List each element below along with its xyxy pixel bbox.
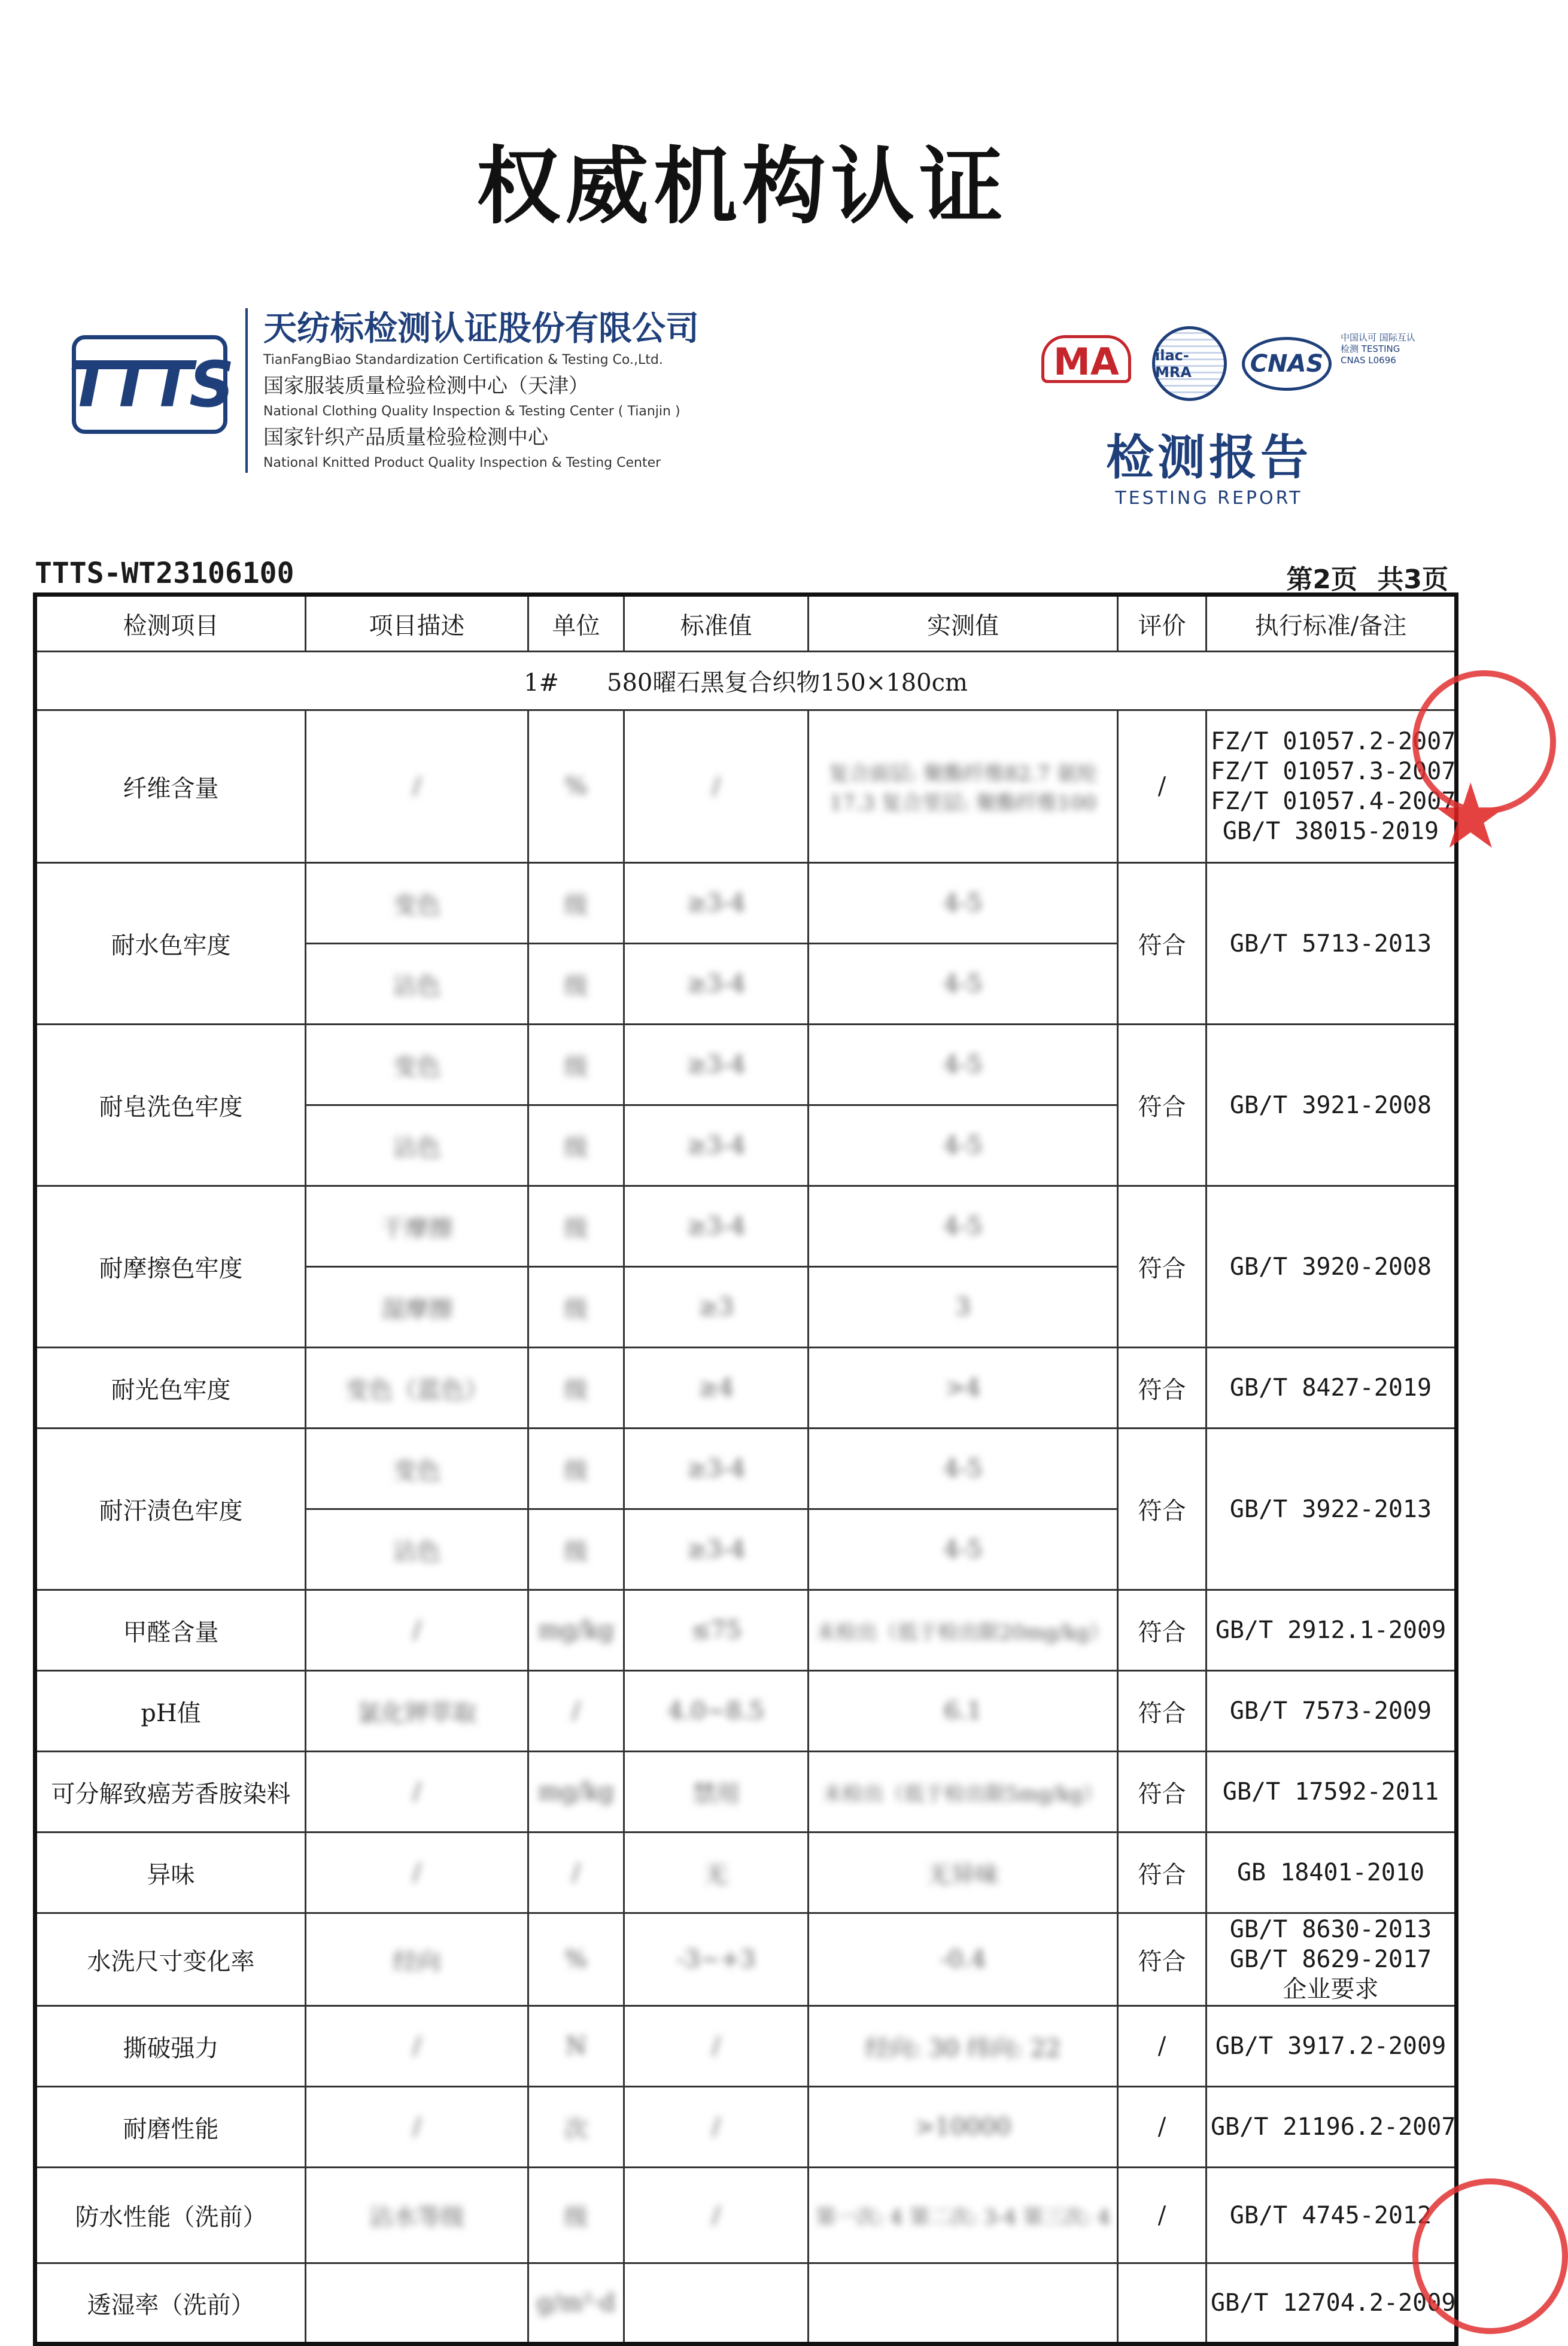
blurred-value: 4-5 xyxy=(943,1051,983,1078)
evaluation: 符合 xyxy=(1118,1348,1207,1429)
blurred-value: 禁用 xyxy=(692,1780,740,1808)
blurred-value: 级 xyxy=(564,1134,588,1162)
standard-value xyxy=(624,2087,809,2168)
ilac-mra-badge-icon: ilac-MRA xyxy=(1152,326,1227,401)
blurred-value: 变色（蓝色） xyxy=(345,1376,489,1404)
table-row xyxy=(35,1186,1457,1267)
standard-value xyxy=(624,1105,809,1186)
ttts-logo: TTTS xyxy=(72,335,227,434)
unit xyxy=(528,1833,624,1913)
blurred-value: % xyxy=(564,1946,588,1973)
blurred-value: 干摩擦 xyxy=(381,1214,453,1242)
standard-reference: GB/T 3920-2008 xyxy=(1207,1186,1457,1348)
blurred-value: 级 xyxy=(564,1537,588,1566)
blurred-value: 级 xyxy=(564,1214,588,1242)
standard-value xyxy=(624,1025,809,1105)
standard-reference: GB 18401-2010 xyxy=(1207,1833,1457,1913)
unit xyxy=(528,2087,624,2168)
blurred-value: 沾色 xyxy=(393,1134,441,1162)
column-header: 单位 xyxy=(528,595,624,652)
item-description xyxy=(306,1025,528,1105)
blurred-value: / xyxy=(412,773,421,800)
unit xyxy=(528,2168,624,2263)
blurred-value: / xyxy=(572,1859,581,1886)
table-row xyxy=(35,2087,1457,2168)
standard-value xyxy=(624,1429,809,1509)
standard-reference: FZ/T 01057.2-2007 FZ/T 01057.3-2007 FZ/T 01057.4-2007 GB/T 38015-2019 xyxy=(1207,710,1457,863)
org-name-en: TianFangBiao Standardization Certification & Testing Co.,Ltd. xyxy=(263,352,663,367)
measured-value xyxy=(809,2263,1118,2344)
unit xyxy=(528,1671,624,1752)
blurred-value: >10000 xyxy=(914,2113,1011,2141)
table-row xyxy=(35,863,1457,944)
standard-reference: GB/T 12704.2-2009 xyxy=(1207,2263,1457,2344)
column-header: 项目描述 xyxy=(306,595,528,652)
unit xyxy=(528,2263,624,2344)
standard-value xyxy=(624,2263,809,2344)
standard-value xyxy=(624,2006,809,2087)
test-item: 耐皂洗色牢度 xyxy=(35,1025,306,1186)
test-item: 异味 xyxy=(35,1833,306,1913)
unit xyxy=(528,1752,624,1833)
evaluation: 符合 xyxy=(1118,1186,1207,1348)
standard-reference: GB/T 7573-2009 xyxy=(1207,1671,1457,1752)
standard-value xyxy=(624,1267,809,1348)
unit xyxy=(528,1590,624,1671)
cnas-note: 中国认可 国际互认 检测 TESTING CNAS L0696 xyxy=(1341,332,1415,366)
report-number: TTTS-WT23106100 xyxy=(35,557,294,590)
blurred-value: 级 xyxy=(564,1295,588,1323)
blurred-value: 湿摩擦 xyxy=(381,1295,453,1323)
unit xyxy=(528,2006,624,2087)
evaluation xyxy=(1118,2263,1207,2344)
evaluation: 符合 xyxy=(1118,1025,1207,1186)
blurred-value: 6.1 xyxy=(944,1697,982,1725)
blurred-value: ≥3-4 xyxy=(686,1212,746,1240)
blurred-value: 经向: 30 纬向: 22 xyxy=(865,2034,1061,2062)
unit xyxy=(528,1429,624,1509)
blurred-value: / xyxy=(412,2113,421,2141)
standard-value xyxy=(624,2168,809,2263)
blurred-value: 级 xyxy=(564,1053,588,1081)
blurred-value: 变色 xyxy=(393,891,441,919)
item-description xyxy=(306,1429,528,1509)
item-description xyxy=(306,1267,528,1348)
measured-value xyxy=(809,710,1118,863)
sample-description: 1# 580曜石黑复合织物150×180cm xyxy=(35,652,1457,710)
column-header: 标准值 xyxy=(624,595,809,652)
table-row xyxy=(35,1590,1457,1671)
standard-value xyxy=(624,1833,809,1913)
measured-value xyxy=(809,2006,1118,2087)
test-item: pH值 xyxy=(35,1671,306,1752)
standard-reference: GB/T 3921-2008 xyxy=(1207,1025,1457,1186)
blurred-value: / xyxy=(412,2032,421,2060)
test-item: 水洗尺寸变化率 xyxy=(35,1913,306,2006)
accreditation-badges xyxy=(1041,326,1415,398)
table-row xyxy=(35,1833,1457,1913)
report-title-en: TESTING REPORT xyxy=(1115,488,1303,509)
blurred-value: / xyxy=(412,1616,421,1644)
item-description xyxy=(306,944,528,1025)
blurred-value: mg/kg xyxy=(538,1616,614,1644)
measured-value xyxy=(809,1913,1118,2006)
test-item: 防水性能（洗前） xyxy=(35,2168,306,2263)
center2-en: National Knitted Product Quality Inspection & Testing Center xyxy=(263,455,661,470)
measured-value xyxy=(809,1186,1118,1267)
table-row xyxy=(35,1025,1457,1105)
item-description xyxy=(306,1509,528,1590)
unit xyxy=(528,944,624,1025)
standard-reference: GB/T 17592-2011 xyxy=(1207,1752,1457,1833)
blurred-value: / xyxy=(712,773,721,800)
unit xyxy=(528,710,624,863)
standard-value xyxy=(624,863,809,944)
test-item: 纤维含量 xyxy=(35,710,306,863)
standard-value xyxy=(624,1752,809,1833)
blurred-value: ≥3-4 xyxy=(686,1132,746,1159)
blurred-value: mg/kg xyxy=(538,1778,614,1806)
blurred-value: 变色 xyxy=(393,1053,441,1081)
blurred-value: 4-5 xyxy=(943,889,983,917)
blurred-value: / xyxy=(572,1697,581,1725)
cnas-badge-icon: CNAS xyxy=(1242,337,1332,391)
item-description xyxy=(306,2263,528,2344)
blurred-value: N xyxy=(566,2032,587,2060)
measured-value xyxy=(809,1671,1118,1752)
blurred-value: 4-5 xyxy=(943,1536,983,1563)
standard-value xyxy=(624,1186,809,1267)
item-description xyxy=(306,1105,528,1186)
standard-reference: GB/T 8427-2019 xyxy=(1207,1348,1457,1429)
standard-reference: GB/T 3917.2-2009 xyxy=(1207,2006,1457,2087)
measured-value xyxy=(809,1348,1118,1429)
standard-reference: GB/T 21196.2-2007 xyxy=(1207,2087,1457,2168)
item-description xyxy=(306,1833,528,1913)
test-item: 耐水色牢度 xyxy=(35,863,306,1025)
standard-value xyxy=(624,1348,809,1429)
test-item: 甲醛含量 xyxy=(35,1590,306,1671)
blurred-value: 级 xyxy=(564,1457,588,1485)
cma-badge-icon: MA xyxy=(1041,335,1131,383)
standard-value xyxy=(624,1590,809,1671)
evaluation: 符合 xyxy=(1118,863,1207,1025)
standard-value xyxy=(624,1509,809,1590)
measured-value xyxy=(809,1267,1118,1348)
blurred-value: / xyxy=(412,1859,421,1886)
column-header: 执行标准/备注 xyxy=(1207,595,1457,652)
test-item: 耐汗渍色牢度 xyxy=(35,1429,306,1590)
blurred-value: 4.0~8.5 xyxy=(668,1697,764,1725)
evaluation: 符合 xyxy=(1118,1671,1207,1752)
measured-value xyxy=(809,2168,1118,2263)
star-icon: ★ xyxy=(1430,765,1511,869)
item-description xyxy=(306,1348,528,1429)
measured-value xyxy=(809,863,1118,944)
test-results-table xyxy=(33,592,1458,2346)
standard-reference: GB/T 3922-2013 xyxy=(1207,1429,1457,1590)
test-item: 可分解致癌芳香胺染料 xyxy=(35,1752,306,1833)
standard-reference: GB/T 4745-2012 xyxy=(1207,2168,1457,2263)
table-header-row xyxy=(35,595,1457,652)
blurred-value: 氯化钾萃取 xyxy=(357,1699,477,1727)
report-title-cn: 检测报告 xyxy=(1106,430,1312,485)
blurred-value: -3~+3 xyxy=(676,1946,756,1973)
blurred-value: -0.4 xyxy=(940,1946,986,1973)
blurred-value: 复合面层: 聚酯纤维82.7 氨纶17.3 复合里层: 聚酯纤维100 xyxy=(828,762,1098,815)
unit xyxy=(528,1025,624,1105)
unit xyxy=(528,1267,624,1348)
measured-value xyxy=(809,1105,1118,1186)
item-description xyxy=(306,1590,528,1671)
blurred-value: ≥4 xyxy=(698,1374,734,1402)
measured-value xyxy=(809,1429,1118,1509)
column-header: 实测值 xyxy=(809,595,1118,652)
column-header: 评价 xyxy=(1118,595,1207,652)
organization-info xyxy=(263,308,699,473)
blurred-value: 未检出（低于检出限5mg/kg） xyxy=(822,1782,1104,1806)
measured-value xyxy=(809,2087,1118,2168)
unit xyxy=(528,863,624,944)
table-row xyxy=(35,1913,1457,2006)
blurred-value: 未检出（低于检出限20mg/kg） xyxy=(816,1620,1110,1645)
evaluation: / xyxy=(1118,2006,1207,2087)
measured-value xyxy=(809,1025,1118,1105)
blurred-value: / xyxy=(712,2032,721,2060)
blurred-value: ≥3-4 xyxy=(686,1051,746,1078)
logo-divider xyxy=(245,308,248,473)
test-item: 耐摩擦色牢度 xyxy=(35,1186,306,1348)
evaluation: / xyxy=(1118,710,1207,863)
blurred-value: ≥3-4 xyxy=(686,889,746,917)
page-title: 权威机构认证 xyxy=(476,138,1008,236)
red-seal-stamp xyxy=(1412,670,1556,869)
item-description xyxy=(306,1671,528,1752)
item-description xyxy=(306,1913,528,2006)
blurred-value: / xyxy=(712,2201,721,2229)
test-item: 撕破强力 xyxy=(35,2006,306,2087)
blurred-value: 无异味 xyxy=(927,1861,999,1889)
blurred-value: 无 xyxy=(704,1861,728,1889)
evaluation: / xyxy=(1118,2168,1207,2263)
evaluation: 符合 xyxy=(1118,1913,1207,2006)
table-row xyxy=(35,710,1457,863)
blurred-value: / xyxy=(712,2113,721,2141)
table-row xyxy=(35,2006,1457,2087)
test-item: 耐磨性能 xyxy=(35,2087,306,2168)
blurred-value: ≥3-4 xyxy=(686,970,746,998)
table-row xyxy=(35,1348,1457,1429)
standard-reference: GB/T 8630-2013 GB/T 8629-2017 企业要求 xyxy=(1207,1913,1457,2006)
standard-value xyxy=(624,944,809,1025)
test-item: 透湿率（洗前） xyxy=(35,2263,306,2344)
blurred-value: / xyxy=(412,1778,421,1806)
evaluation: / xyxy=(1118,2087,1207,2168)
blurred-value: ≥3-4 xyxy=(686,1536,746,1563)
table-row xyxy=(35,1752,1457,1833)
center1-cn: 国家服装质量检验检测中心（天津） xyxy=(263,374,589,398)
table-row xyxy=(35,1429,1457,1509)
blurred-value: 4-5 xyxy=(943,1132,983,1159)
blurred-value: 变色 xyxy=(393,1457,441,1485)
item-description xyxy=(306,1752,528,1833)
unit xyxy=(528,1509,624,1590)
blurred-value: 4-5 xyxy=(943,970,983,998)
evaluation: 符合 xyxy=(1118,1590,1207,1671)
item-description xyxy=(306,2006,528,2087)
blurred-value: g/m²·d xyxy=(536,2289,616,2317)
blurred-value: 第一次: 4 第二次: 3-4 第三次: 4 xyxy=(815,2205,1111,2229)
item-description xyxy=(306,863,528,944)
table-row xyxy=(35,2168,1457,2263)
blurred-value: 经向 xyxy=(393,1947,441,1976)
evaluation: 符合 xyxy=(1118,1429,1207,1590)
evaluation: 符合 xyxy=(1118,1752,1207,1833)
blurred-value: 级 xyxy=(564,972,588,1000)
page-indicator: 第2页 共3页 xyxy=(1286,564,1448,595)
table-row xyxy=(35,2263,1457,2344)
standard-value xyxy=(624,1913,809,2006)
table-row xyxy=(35,1671,1457,1752)
blurred-value: 次 xyxy=(564,2115,588,2143)
standard-value xyxy=(624,710,809,863)
center2-cn: 国家针织产品质量检验检测中心 xyxy=(263,426,548,449)
measured-value xyxy=(809,1590,1118,1671)
blurred-value: % xyxy=(564,773,588,800)
blurred-value: ≥3-4 xyxy=(686,1455,746,1482)
blurred-value: 级 xyxy=(564,1376,588,1404)
blurred-value: 沾色 xyxy=(393,1537,441,1566)
blurred-value: ≥3 xyxy=(698,1293,734,1321)
unit xyxy=(528,1186,624,1267)
blurred-value: >4 xyxy=(945,1374,981,1402)
measured-value xyxy=(809,1509,1118,1590)
org-name-cn: 天纺标检测认证股份有限公司 xyxy=(263,309,699,348)
blurred-value: 级 xyxy=(564,2204,588,2231)
blurred-value: 4-5 xyxy=(943,1212,983,1240)
unit xyxy=(528,1105,624,1186)
test-item: 耐光色牢度 xyxy=(35,1348,306,1429)
item-description xyxy=(306,710,528,863)
standard-reference: GB/T 5713-2013 xyxy=(1207,863,1457,1025)
measured-value xyxy=(809,1752,1118,1833)
column-header: 检测项目 xyxy=(35,595,306,652)
unit xyxy=(528,1348,624,1429)
evaluation: 符合 xyxy=(1118,1833,1207,1913)
blurred-value: 4-5 xyxy=(943,1455,983,1482)
blurred-value: 级 xyxy=(564,891,588,919)
unit xyxy=(528,1913,624,2006)
blurred-value: 沾水等级 xyxy=(369,2204,465,2231)
blurred-value: 3 xyxy=(955,1293,971,1321)
standard-reference: GB/T 2912.1-2009 xyxy=(1207,1590,1457,1671)
item-description xyxy=(306,2087,528,2168)
blurred-value: 沾色 xyxy=(393,972,441,1000)
item-description xyxy=(306,2168,528,2263)
measured-value xyxy=(809,944,1118,1025)
measured-value xyxy=(809,1833,1118,1913)
standard-value xyxy=(624,1671,809,1752)
red-seal-stamp xyxy=(1412,2178,1568,2334)
report-heading xyxy=(1089,428,1329,509)
sample-row xyxy=(35,652,1457,710)
center1-en: National Clothing Quality Inspection & Testing Center ( Tianjin ) xyxy=(263,404,680,419)
item-description xyxy=(306,1186,528,1267)
blurred-value: ≤75 xyxy=(691,1616,742,1644)
